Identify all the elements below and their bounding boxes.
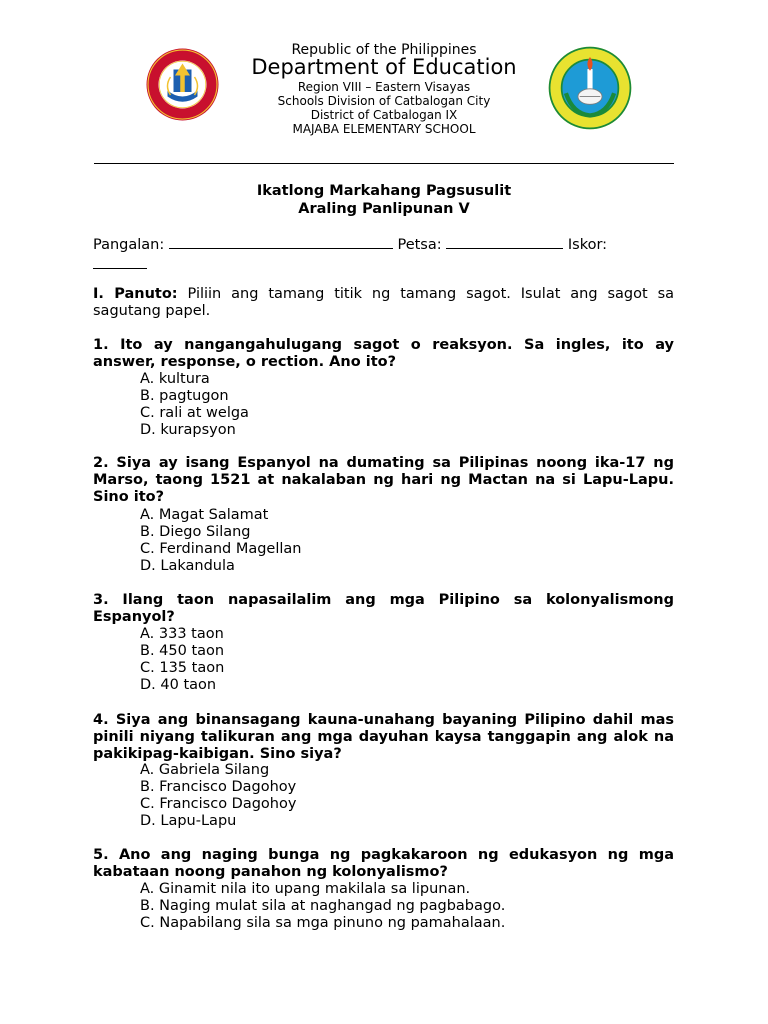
- q2-option-c: C. Ferdinand Magellan: [140, 541, 302, 557]
- name-label: Pangalan:: [93, 237, 165, 253]
- instructions-text: Piliin ang tamang titik ng tamang sagot. Isulat ang sagot sa sagutang papel.: [93, 286, 675, 319]
- question-2: 2. Siya ay isang Espanyol na dumating sa Pilipinas noong ika-17 ng Marso, taong 1521 at nakalaban ng hari ng Mactan na si Lapu-Lapu. Sino ito?: [93, 455, 674, 505]
- question-3: 3. Ilang taon napasailalim ang mga Pilipino sa kolonyalismong Espanyol?: [93, 592, 674, 625]
- q4-option-a: A. Gabriela Silang: [140, 762, 270, 778]
- q1-option-c: C. rali at welga: [140, 405, 249, 421]
- q5-option-a: A. Ginamit nila ito upang makilala sa lipunan.: [140, 881, 471, 897]
- q3-option-c: C. 135 taon: [140, 660, 225, 676]
- score-label: Iskor:: [567, 237, 608, 253]
- q2-option-a: A. Magat Salamat: [140, 507, 269, 523]
- q3-option-a: A. 333 taon: [140, 626, 224, 642]
- q1-option-d: D. kurapsyon: [140, 422, 236, 438]
- q5-option-b: B. Naging mulat sila at naghangad ng pagbabago.: [140, 898, 506, 914]
- q3-option-b: B. 450 taon: [140, 643, 225, 659]
- q3-option-d: D. 40 taon: [140, 677, 217, 693]
- question-1: 1. Ito ay nangangahulugang sagot o reaksyon. Sa ingles, ito ay answer, response, o rection. Ano ito?: [93, 337, 674, 370]
- q2-option-d: D. Lakandula: [140, 558, 235, 574]
- instructions: [93, 286, 674, 320]
- instructions-label: I. Panuto:: [93, 286, 178, 302]
- question-4: 4. Siya ang binansagang kauna-unahang bayaning Pilipino dahil mas pinili niyang talikuran ang mga dayuhan kaysa tanggapin ang alok na pakikipag-kaibigan. Sino siya?: [93, 712, 674, 762]
- department-heading: Department of Education: [251, 55, 517, 79]
- date-label: Petsa:: [397, 237, 442, 253]
- q2-option-b: B. Diego Silang: [140, 524, 251, 540]
- question-5: 5. Ano ang naging bunga ng pagkakaroon ng edukasyon ng mga kabataan noong panahon ng kolonyalismo?: [93, 847, 674, 880]
- q1-option-a: A. kultura: [140, 371, 210, 387]
- header-divider: [94, 163, 674, 164]
- exam-subject: Araling Panlipunan V: [298, 201, 470, 217]
- q4-option-b: B. Francisco Dagohoy: [140, 779, 297, 795]
- date-blank[interactable]: [446, 234, 563, 249]
- division-line: Schools Division of Catbalogan City: [277, 94, 491, 108]
- q1-option-b: B. pagtugon: [140, 388, 229, 404]
- region-line: Region VIII – Eastern Visayas: [297, 80, 471, 94]
- q4-option-c: C. Francisco Dagohoy: [140, 796, 297, 812]
- exam-title: Ikatlong Markahang Pagsusulit: [256, 183, 512, 199]
- school-line: MAJABA ELEMENTARY SCHOOL: [292, 122, 476, 136]
- republic-heading: Republic of the Philippines: [291, 42, 477, 58]
- score-blank[interactable]: [93, 254, 147, 269]
- q4-option-d: D. Lapu-Lapu: [140, 813, 237, 829]
- q5-option-c: C. Napabilang sila sa mga pinuno ng pamahalaan.: [140, 915, 506, 931]
- district-line: District of Catbalogan IX: [310, 108, 458, 122]
- name-blank[interactable]: [169, 234, 393, 249]
- student-info-line: [93, 234, 673, 274]
